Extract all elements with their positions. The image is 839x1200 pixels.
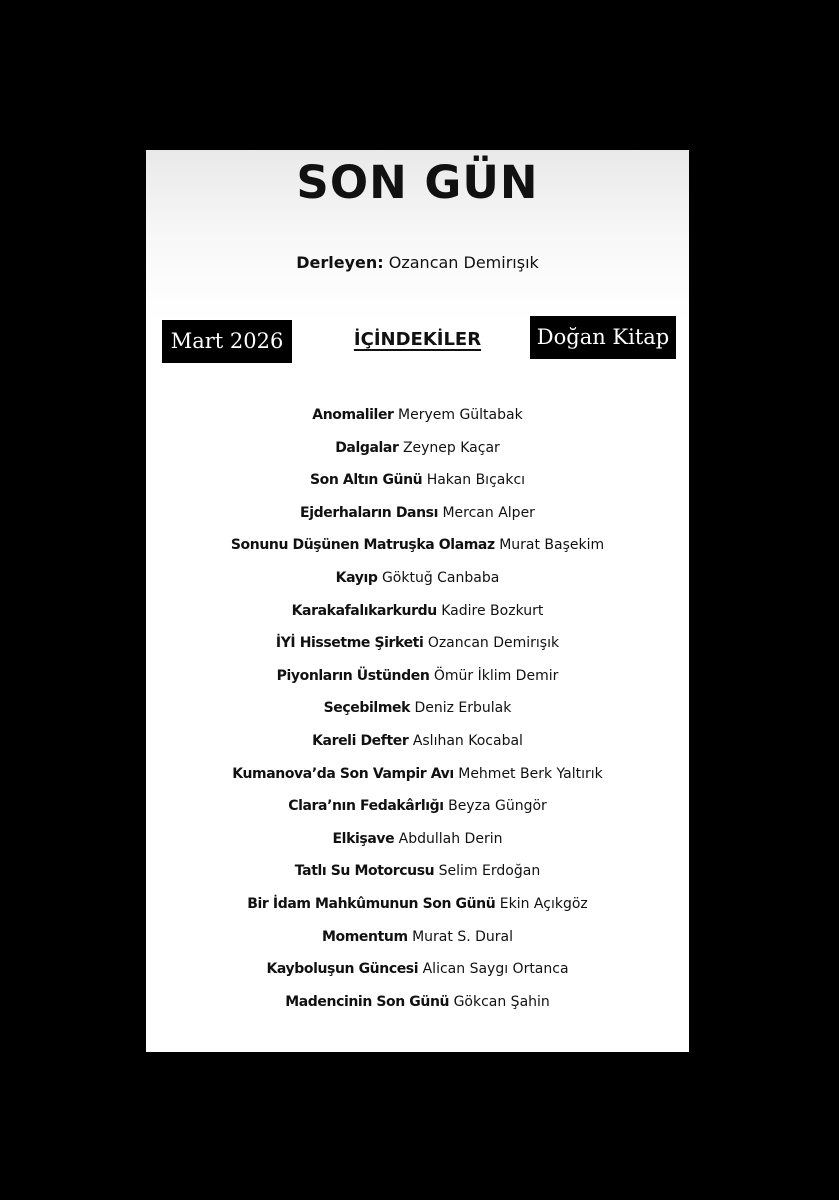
story-title: Kumanova’da Son Vampir Avı (232, 765, 454, 782)
compiler-label: Derleyen: (296, 253, 384, 272)
toc-entry (146, 434, 689, 467)
toc-entry (146, 499, 689, 532)
story-author: Alican Saygı Ortanca (422, 961, 569, 978)
toc-entry (146, 597, 689, 630)
book-title: SON GÜN (296, 156, 539, 209)
story-title: Karakafalıkarkurdu (291, 602, 437, 619)
toc-entry (146, 564, 689, 597)
toc-entry (146, 988, 689, 1021)
story-title: Sonunu Düşünen Matruşka Olamaz (230, 537, 495, 554)
story-author: Deniz Erbulak (414, 700, 512, 717)
story-author: Beyza Güngör (448, 798, 547, 815)
toc-entry (146, 694, 689, 727)
story-author: Murat Başekim (499, 537, 605, 554)
story-author: Gökcan Şahin (453, 993, 550, 1010)
story-title: Bir İdam Mahkûmunun Son Günü (247, 895, 496, 912)
story-author: Selim Erdoğan (438, 863, 541, 880)
toc-entry (146, 531, 689, 564)
toc-entry (146, 923, 689, 956)
story-title: Kareli Defter (312, 732, 409, 749)
toc-entry (146, 792, 689, 825)
toc-entry (146, 857, 689, 890)
story-author: Ozancan Demirışık (427, 635, 560, 652)
story-title: İYİ Hissetme Şirketi (275, 635, 424, 652)
story-title: Momentum (321, 928, 408, 945)
story-author: Ömür İklim Demir (433, 667, 559, 684)
story-author: Ekin Açıkgöz (499, 895, 588, 912)
story-title: Tatlı Su Motorcusu (294, 863, 435, 880)
story-author: Hakan Bıçakcı (426, 472, 526, 489)
story-title: Dalgalar (335, 439, 399, 456)
book-page (146, 150, 689, 1052)
story-title: Piyonların Üstünden (276, 667, 430, 684)
toc-entry (146, 629, 689, 662)
story-author: Göktuğ Canbaba (381, 569, 500, 586)
story-title: Anomaliler (312, 407, 394, 423)
toc-entry (146, 760, 689, 793)
story-author: Abdullah Derin (398, 830, 503, 847)
story-title: Ejderhaların Dansı (300, 504, 439, 521)
story-title: Seçebilmek (323, 700, 411, 717)
compiler-line (146, 253, 689, 272)
story-title: Madencinin Son Günü (285, 993, 450, 1010)
story-author: Zeynep Kaçar (402, 439, 500, 456)
date-badge: Mart 2026 (162, 320, 292, 363)
toc-heading-text: İÇİNDEKİLER (353, 329, 482, 350)
story-title: Elkişave (332, 830, 395, 847)
story-title: Kayıp (335, 569, 378, 586)
story-author: Aslıhan Kocabal (412, 732, 523, 749)
compiler-name: Ozancan Demirışık (388, 253, 539, 272)
story-author: Mehmet Berk Yaltırık (458, 765, 603, 782)
toc-entry (146, 890, 689, 923)
toc-entry (146, 466, 689, 499)
story-author: Kadire Bozkurt (441, 602, 544, 619)
story-title: Kayboluşun Güncesi (266, 961, 419, 978)
story-title: Clara’nın Fedakârlığı (288, 798, 444, 815)
toc-entry (146, 662, 689, 695)
toc-entry (146, 955, 689, 988)
story-author: Murat S. Dural (412, 928, 513, 945)
toc-entry (146, 727, 689, 760)
table-of-contents (146, 401, 689, 1020)
story-title: Son Altın Günü (309, 472, 423, 489)
story-author: Meryem Gültabak (398, 407, 523, 423)
publisher-badge: Doğan Kitap (530, 316, 676, 359)
toc-entry (146, 401, 689, 434)
toc-entry (146, 825, 689, 858)
story-author: Mercan Alper (442, 504, 535, 521)
